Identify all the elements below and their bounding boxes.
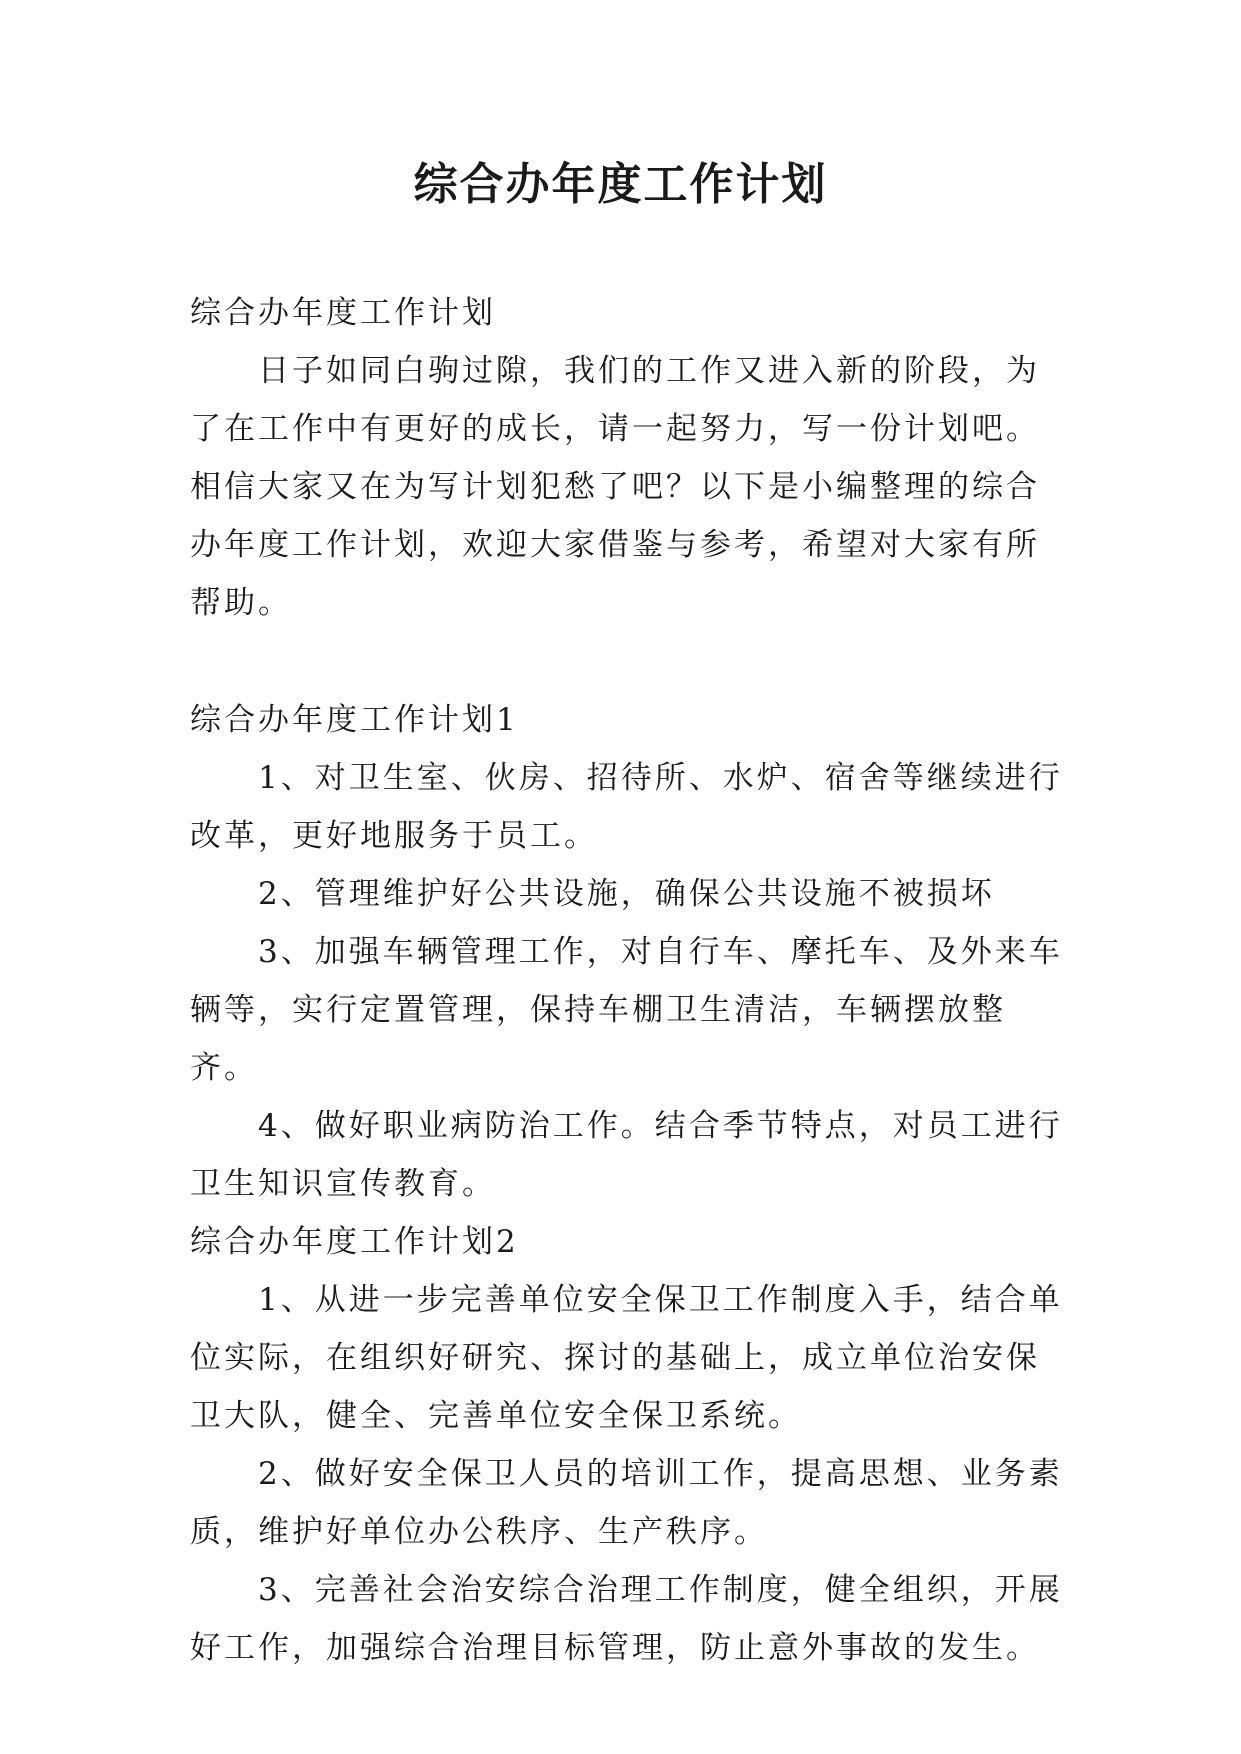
intro-paragraph: 日子如同白驹过隙，我们的工作又进入新的阶段，为了在工作中有更好的成长，请一起努力，写一份计划吧。相信大家又在为写计划犯愁了吧？以下是小编整理的综合办年度工作计划，欢迎大家借鉴与参考，希望对大家有所帮助。 — [190, 353, 1040, 621]
document-title: 综合办年度工作计划 — [413, 159, 828, 210]
section-1-item-2: 2、管理维护好公共设施，确保公共设施不被损坏 — [258, 876, 995, 912]
section-1-item-4: 4、做好职业病防治工作。结合季节特点，对员工进行卫生知识宣传教育。 — [190, 1108, 1063, 1202]
section-2-item-3: 3、完善社会治安综合治理工作制度，健全组织，开展好工作，加强综合治理目标管理，防止意外事故的发生。 — [190, 1572, 1063, 1666]
section-2-item-2: 2、做好安全保卫人员的培训工作，提高思想、业务素质，维护好单位办公秩序、生产秩序。 — [190, 1456, 1063, 1550]
document-body — [190, 284, 1070, 1677]
document-subtitle: 综合办年度工作计划 — [190, 295, 496, 331]
section-heading-1: 综合办年度工作计划1 — [190, 702, 519, 738]
section-2-item-1: 1、从进一步完善单位安全保卫工作制度入手，结合单位实际，在组织好研究、探讨的基础上，成立单位治安保卫大队，健全、完善单位安全保卫系统。 — [190, 1282, 1063, 1434]
section-heading-2: 综合办年度工作计划2 — [190, 1224, 519, 1260]
section-1-item-1: 1、对卫生室、伙房、招待所、水炉、宿舍等继续进行改革，更好地服务于员工。 — [190, 760, 1063, 854]
section-1-item-3: 3、加强车辆管理工作，对自行车、摩托车、及外来车辆等，实行定置管理，保持车棚卫生清洁，车辆摆放整齐。 — [190, 934, 1063, 1086]
